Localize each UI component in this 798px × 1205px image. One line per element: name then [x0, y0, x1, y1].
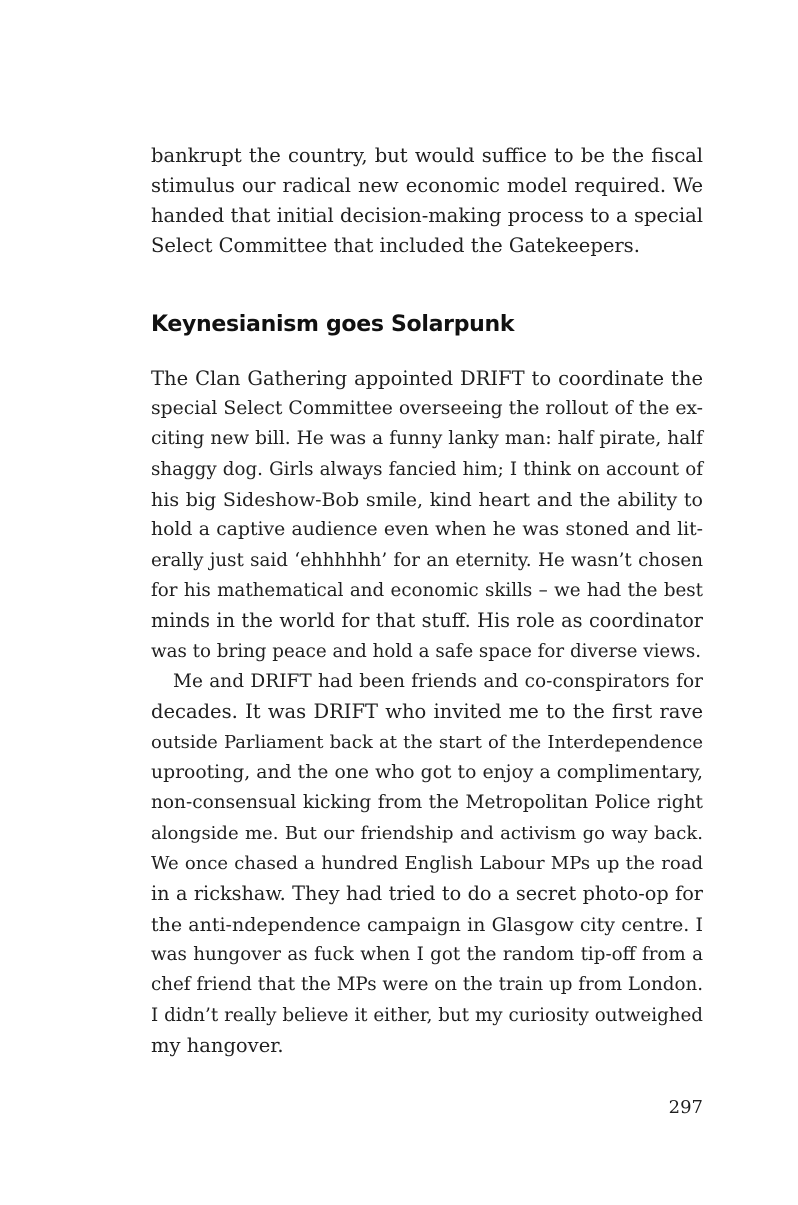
intro-line: handed that initial decision-making process to a special — [151, 204, 703, 227]
body-line: I didn’t really believe it either, but my curiosity outweighed — [151, 1005, 703, 1026]
body-line: uprooting, and the one who got to enjoy a complimentary, — [151, 762, 703, 783]
body-line: special Select Committee overseeing the rollout of the ex- — [151, 398, 703, 419]
body-line: We once chased a hundred English Labour MPs up the road — [151, 853, 703, 874]
body-line: The Clan Gathering appointed DRIFT to coordinate the — [151, 367, 703, 390]
intro-line: Select Committee that included the Gatekeepers. — [151, 234, 640, 257]
intro-line: stimulus our radical new economic model required. We — [151, 174, 703, 197]
body-line: chef friend that the MPs were on the train up from London. — [151, 974, 703, 995]
body-line: was to bring peace and hold a safe space for diverse views. — [151, 641, 701, 662]
body-line: his big Sideshow-Bob smile, kind heart and the ability to — [151, 489, 703, 511]
body-line: the anti-ndependence campaign in Glasgow city centre. I — [151, 914, 703, 936]
intro-line: bankrupt the country, but would suffice to be the fiscal — [151, 144, 703, 167]
body-line: my hangover. — [151, 1034, 284, 1057]
body-line: erally just said ‘ehhhhhh’ for an eternity. He wasn’t chosen — [151, 550, 703, 571]
book-page — [151, 0, 703, 1205]
body-line: citing new bill. He was a funny lanky man: half pirate, half — [151, 428, 703, 449]
body-line: was hungover as fuck when I got the random tip-off from a — [151, 944, 703, 965]
body-line: outside Parliament back at the start of the Interdependence — [151, 732, 703, 753]
body-line: hold a captive audience even when he was stoned and lit- — [151, 519, 703, 540]
body-line: for his mathematical and economic skills – we had the best — [151, 580, 703, 601]
body-line: alongside me. But our friendship and activism go way back. — [151, 823, 703, 844]
body-line: minds in the world for that stuff. His role as coordinator — [151, 609, 703, 632]
page-number: 297 — [668, 1097, 703, 1118]
body-line: decades. It was DRIFT who invited me to the first rave — [151, 700, 703, 723]
body-line: shaggy dog. Girls always fancied him; I think on account of — [151, 459, 703, 480]
section-heading: Keynesianism goes Solarpunk — [151, 312, 515, 337]
body-line: Me and DRIFT had been friends and co-conspirators for — [173, 671, 703, 692]
body-line: non-consensual kicking from the Metropolitan Police right — [151, 792, 703, 813]
body-line: in a rickshaw. They had tried to do a secret photo-op for — [151, 882, 703, 905]
